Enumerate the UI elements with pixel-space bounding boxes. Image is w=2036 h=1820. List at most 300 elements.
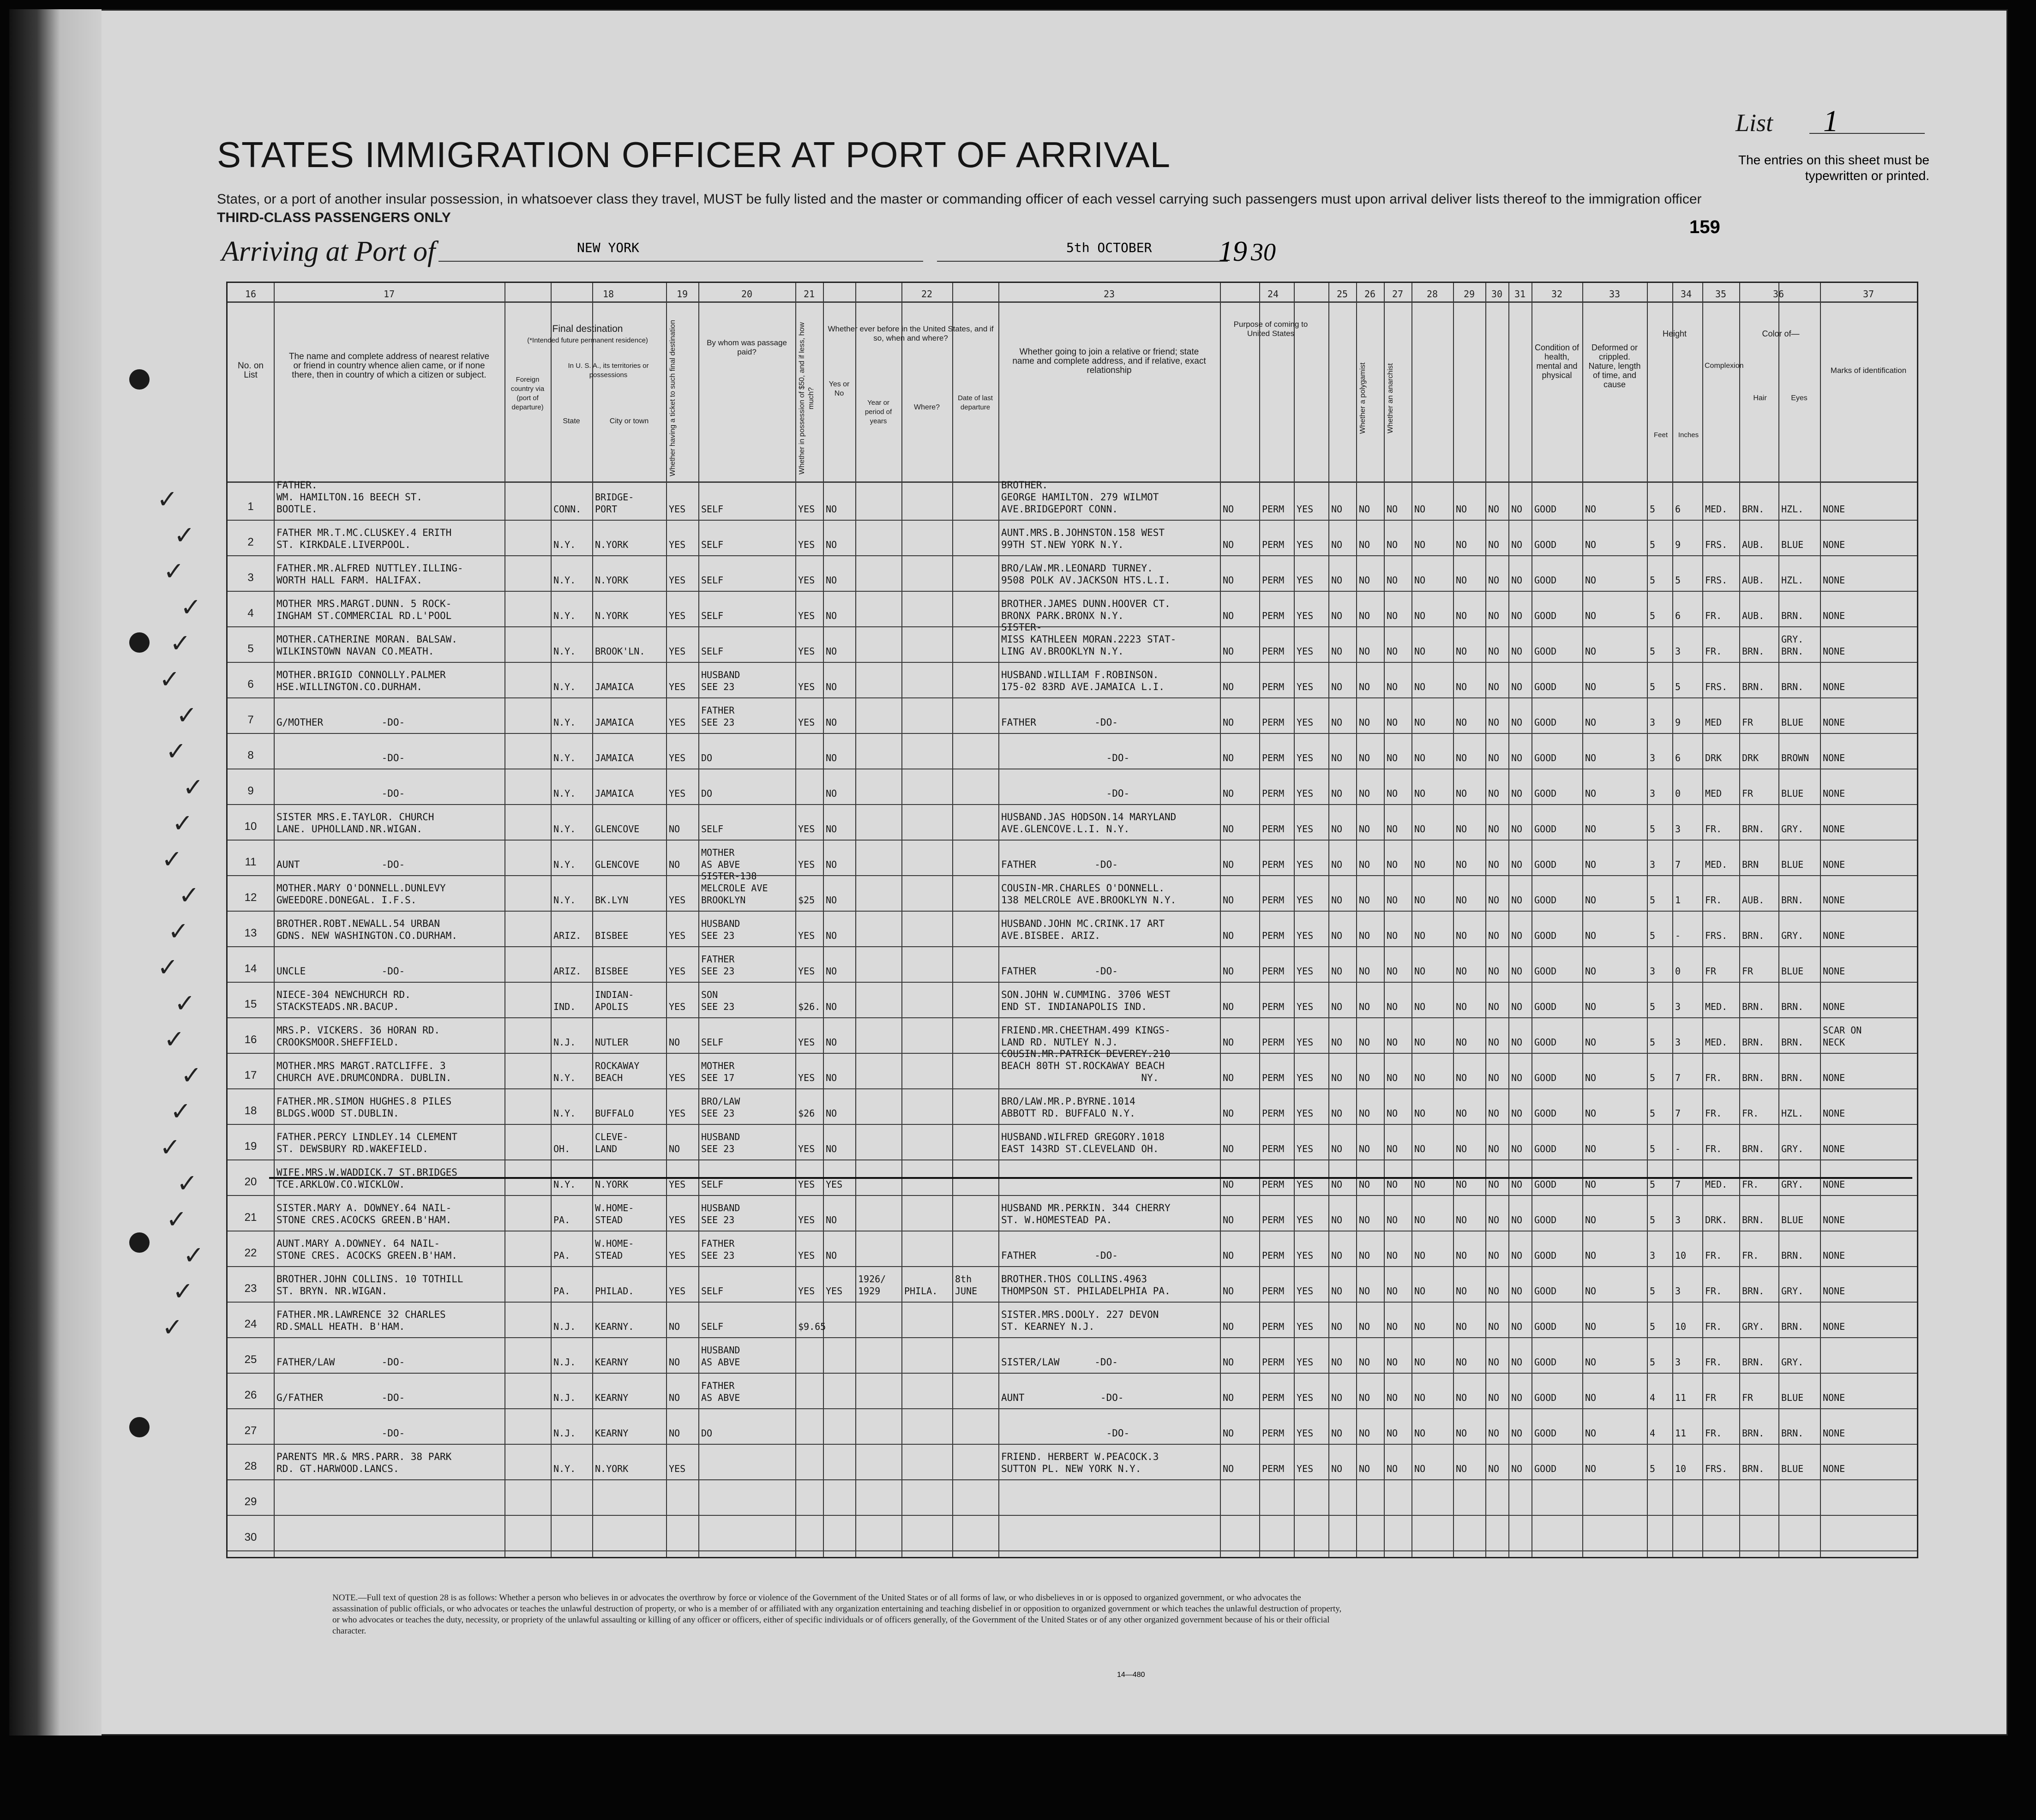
- cell-ys: YES: [1297, 1143, 1314, 1154]
- cell-def: NO: [1585, 788, 1597, 799]
- cell-rel: G/MOTHER -DO-: [276, 717, 405, 728]
- check-mark-icon: ✓: [157, 954, 179, 981]
- cell-c27: NO: [1387, 788, 1398, 799]
- cell-eyes: BRN.: [1781, 610, 1804, 621]
- cell-hlth: GOOD: [1534, 610, 1557, 621]
- column-header: Inches: [1678, 431, 1699, 439]
- cell-c29: NO: [1456, 859, 1467, 870]
- cell-hlth: GOOD: [1534, 859, 1557, 870]
- cell-c27: NO: [1387, 930, 1398, 941]
- cell-bef: NO: [826, 823, 837, 835]
- column-number: 31: [1514, 288, 1526, 300]
- cell-ft: 5: [1650, 1143, 1656, 1154]
- cell-p: NO: [1223, 1143, 1234, 1154]
- cell-hlth: GOOD: [1534, 1179, 1557, 1190]
- cell-rel: FATHER. WM. HAMILTON.16 BEECH ST. BOOTLE.: [276, 480, 423, 515]
- cell-cx: FR.: [1705, 646, 1722, 657]
- cell-city: N.YORK: [595, 610, 629, 621]
- cell-c31: NO: [1511, 1392, 1523, 1403]
- cell-hair: FR: [1742, 717, 1754, 728]
- cell-p: NO: [1223, 1108, 1234, 1119]
- cell-perm: PERM: [1262, 610, 1285, 621]
- cell-in: 9: [1675, 717, 1681, 728]
- row-number: 27: [244, 1424, 257, 1437]
- cell-ft: 5: [1650, 681, 1656, 692]
- cell-rel: BROTHER.ROBT.NEWALL.54 URBAN GDNS. NEW WASHINGTON.CO.DURHAM.: [276, 918, 457, 941]
- column-header: Year or period of years: [865, 399, 892, 425]
- column-rule: [1411, 283, 1412, 1557]
- cell-rel: NIECE-304 NEWCHURCH RD. STACKSTEADS.NR.BACUP.: [276, 989, 411, 1012]
- cell-mk: NONE: [1823, 823, 1845, 835]
- cell-join: FATHER -DO-: [1001, 1250, 1118, 1261]
- cell-paid: SON SEE 23: [701, 989, 735, 1012]
- cell-in: 10: [1675, 1463, 1687, 1474]
- cell-m50: YES: [798, 504, 815, 515]
- column-header: Height: [1662, 329, 1687, 338]
- cell-hair: BRN.: [1742, 823, 1765, 835]
- cell-paid: SELF: [701, 610, 724, 621]
- cell-st: N.Y.: [553, 1072, 576, 1083]
- cell-ys: YES: [1297, 610, 1314, 621]
- column-number: 19: [676, 288, 688, 300]
- cell-perm: PERM: [1262, 930, 1285, 941]
- cell-eyes: BLUE: [1781, 717, 1804, 728]
- cell-paid: SELF: [701, 1179, 724, 1190]
- cell-c29: NO: [1456, 1285, 1467, 1297]
- cell-c26: NO: [1359, 1143, 1370, 1154]
- cell-st: N.J.: [553, 1392, 576, 1403]
- cell-perm: PERM: [1262, 1321, 1285, 1332]
- cell-in: 3: [1675, 1214, 1681, 1225]
- cell-c27: NO: [1387, 1214, 1398, 1225]
- cell-perm: PERM: [1262, 1250, 1285, 1261]
- row-number: 15: [244, 998, 257, 1010]
- cell-cx: MED: [1705, 717, 1722, 728]
- cell-m50: YES: [798, 1285, 815, 1297]
- row-number: 26: [244, 1389, 257, 1401]
- cell-c29: NO: [1456, 788, 1467, 799]
- cell-c26: NO: [1359, 895, 1370, 906]
- cell-mk: NONE: [1823, 646, 1845, 657]
- row-rule: [228, 1373, 1917, 1374]
- cell-join: HUSBAND.JOHN MC.CRINK.17 ART AVE.BISBEE. ARIZ.: [1001, 918, 1165, 941]
- cell-c26: NO: [1359, 681, 1370, 692]
- cell-rel: SISTER.MARY A. DOWNEY.64 NAIL- STONE CRES.ACOCKS GREEN.B'HAM.: [276, 1202, 452, 1225]
- cell-c30: NO: [1488, 1285, 1500, 1297]
- cell-tkt: YES: [669, 646, 686, 657]
- cell-c30: NO: [1488, 823, 1500, 835]
- cell-rel: MOTHER.CATHERINE MORAN. BALSAW. WILKINSTOWN NAVAN CO.MEATH.: [276, 634, 457, 657]
- class-label: THIRD-CLASS PASSENGERS ONLY: [217, 210, 451, 225]
- column-rule: [1259, 283, 1260, 1557]
- cell-join: SON.JOHN W.CUMMING. 3706 WEST END ST. INDIANAPOLIS IND.: [1001, 989, 1171, 1012]
- cell-c31: NO: [1511, 823, 1523, 835]
- cell-cx: MED.: [1705, 859, 1728, 870]
- cell-bef: YES: [826, 1179, 843, 1190]
- cell-rel: FATHER.MR.LAWRENCE 32 CHARLES RD.SMALL HEATH. B'HAM.: [276, 1309, 446, 1332]
- cell-cx: MED.: [1705, 1179, 1728, 1190]
- cell-tkt: YES: [669, 788, 686, 799]
- cell-hlth: GOOD: [1534, 1143, 1557, 1154]
- cell-c26: NO: [1359, 752, 1370, 763]
- cell-ft: 5: [1650, 504, 1656, 515]
- row-number: 2: [247, 536, 254, 548]
- cell-paid: DO: [701, 1428, 713, 1439]
- cell-ft: 3: [1650, 717, 1656, 728]
- cell-mk: NONE: [1823, 504, 1845, 515]
- cell-c31: NO: [1511, 1285, 1523, 1297]
- cell-ft: 5: [1650, 930, 1656, 941]
- cell-hair: BRN.: [1742, 504, 1765, 515]
- check-mark-icon: ✓: [170, 1098, 192, 1125]
- cell-tkt: YES: [669, 610, 686, 621]
- column-number: 27: [1392, 288, 1404, 300]
- cell-m50: YES: [798, 610, 815, 621]
- cell-cx: DRK: [1705, 752, 1722, 763]
- cell-p: NO: [1223, 646, 1234, 657]
- cell-cx: FRS.: [1705, 1463, 1728, 1474]
- cell-ft: 5: [1650, 646, 1656, 657]
- cell-rel: MOTHER.MARY O'DONNELL.DUNLEVY GWEEDORE.DONEGAL. I.F.S.: [276, 883, 446, 906]
- typewritten-note: The entries on this sheet must be typewritten or printed.: [1738, 153, 1929, 183]
- cell-join: -DO-: [1001, 752, 1130, 763]
- cell-paid: SELF: [701, 1321, 724, 1332]
- cell-hair: BRN.: [1742, 1001, 1765, 1012]
- column-rule: [1820, 283, 1821, 1557]
- cell-hlth: GOOD: [1534, 1357, 1557, 1368]
- cell-ys: YES: [1297, 1214, 1314, 1225]
- row-rule: [228, 1515, 1917, 1516]
- cell-st: N.Y.: [553, 717, 576, 728]
- cell-perm: PERM: [1262, 823, 1285, 835]
- cell-hair: BRN.: [1742, 1463, 1765, 1474]
- column-header: The name and complete address of nearest relative or friend in country whence alien came, or if none there, then in country of which a citizen or subject.: [288, 352, 490, 380]
- cell-st: PA.: [553, 1214, 571, 1225]
- cell-c25: NO: [1331, 1250, 1343, 1261]
- cell-paid: FATHER SEE 23: [701, 705, 735, 728]
- cell-hlth: GOOD: [1534, 752, 1557, 763]
- cell-rel: BROTHER.JOHN COLLINS. 10 TOTHILL ST. BRYN. NR.WIGAN.: [276, 1273, 463, 1297]
- cell-in: -: [1675, 930, 1681, 941]
- cell-c28: NO: [1414, 681, 1426, 692]
- column-rule: [795, 283, 796, 1557]
- year-suffix: 30: [1251, 238, 1276, 266]
- cell-c25: NO: [1331, 646, 1343, 657]
- cell-tkt: YES: [669, 1463, 686, 1474]
- cell-bef: NO: [826, 966, 837, 977]
- cell-st: N.Y.: [553, 575, 576, 586]
- column-rule: [823, 283, 824, 1557]
- cell-m50: YES: [798, 1250, 815, 1261]
- cell-ft: 5: [1650, 1285, 1656, 1297]
- cell-tkt: YES: [669, 575, 686, 586]
- cell-c25: NO: [1331, 539, 1343, 550]
- cell-mk: NONE: [1823, 1143, 1845, 1154]
- cell-join: BROTHER. GEORGE HAMILTON. 279 WILMOT AVE.BRIDGEPORT CONN.: [1001, 480, 1159, 515]
- cell-c30: NO: [1488, 966, 1500, 977]
- cell-c26: NO: [1359, 1392, 1370, 1403]
- binding-strip: [9, 9, 102, 1736]
- column-rule: [1508, 283, 1509, 1557]
- cell-def: NO: [1585, 1463, 1597, 1474]
- row-number: 6: [247, 678, 254, 691]
- cell-c29: NO: [1456, 1250, 1467, 1261]
- cell-in: 5: [1675, 681, 1681, 692]
- cell-hlth: GOOD: [1534, 1392, 1557, 1403]
- cell-st: N.Y.: [553, 895, 576, 906]
- cell-ft: 5: [1650, 823, 1656, 835]
- cell-p: NO: [1223, 717, 1234, 728]
- cell-city: GLENCOVE: [595, 823, 640, 835]
- cell-c25: NO: [1331, 966, 1343, 977]
- cell-city: JAMAICA: [595, 681, 634, 692]
- column-number: 20: [741, 288, 753, 300]
- cell-perm: PERM: [1262, 575, 1285, 586]
- cell-def: NO: [1585, 1143, 1597, 1154]
- column-number: 17: [383, 288, 395, 300]
- cell-c26: NO: [1359, 1285, 1370, 1297]
- cell-c25: NO: [1331, 1321, 1343, 1332]
- cell-bef: NO: [826, 1250, 837, 1261]
- cell-c28: NO: [1414, 859, 1426, 870]
- cell-tkt: YES: [669, 1179, 686, 1190]
- form-number: 14—480: [1117, 1671, 1145, 1679]
- cell-ys: YES: [1297, 930, 1314, 941]
- cell-m50: YES: [798, 575, 815, 586]
- column-rule: [504, 283, 505, 1557]
- cell-c27: NO: [1387, 575, 1398, 586]
- cell-c28: NO: [1414, 1001, 1426, 1012]
- cell-ys: YES: [1297, 1357, 1314, 1368]
- cell-ys: YES: [1297, 1001, 1314, 1012]
- cell-c25: NO: [1331, 610, 1343, 621]
- date-value: 5th OCTOBER: [1066, 240, 1152, 255]
- cell-perm: PERM: [1262, 717, 1285, 728]
- cell-hair: GRY.: [1742, 1321, 1765, 1332]
- cell-city: W.HOME- STEAD: [595, 1238, 634, 1261]
- cell-in: 1: [1675, 895, 1681, 906]
- cell-p: NO: [1223, 752, 1234, 763]
- column-header: In U. S. A., its territories or possessions: [568, 362, 649, 379]
- row-rule: [228, 911, 1917, 912]
- cell-c27: NO: [1387, 1001, 1398, 1012]
- cell-c29: NO: [1456, 1214, 1467, 1225]
- cell-hlth: GOOD: [1534, 788, 1557, 799]
- cell-perm: PERM: [1262, 895, 1285, 906]
- cell-perm: PERM: [1262, 539, 1285, 550]
- binder-hole: [129, 1417, 150, 1437]
- cell-eyes: GRY.: [1781, 1285, 1804, 1297]
- cell-c28: NO: [1414, 752, 1426, 763]
- cell-def: NO: [1585, 717, 1597, 728]
- cell-eyes: BRN.: [1781, 1321, 1804, 1332]
- cell-c25: NO: [1331, 1108, 1343, 1119]
- check-mark-icon: ✓: [180, 594, 202, 621]
- cell-city: BUFFALO: [595, 1108, 634, 1119]
- cell-c29: NO: [1456, 1428, 1467, 1439]
- column-header: Eyes: [1791, 394, 1808, 402]
- cell-where: PHILA.: [904, 1285, 938, 1297]
- column-number: 30: [1491, 288, 1503, 300]
- cell-c31: NO: [1511, 681, 1523, 692]
- column-header: No. on List: [238, 361, 264, 380]
- cell-c27: NO: [1387, 1179, 1398, 1190]
- cell-bef: NO: [826, 504, 837, 515]
- cell-p: NO: [1223, 1072, 1234, 1083]
- column-header: Feet: [1653, 431, 1668, 439]
- cell-st: PA.: [553, 1250, 571, 1261]
- cell-hair: BRN.: [1742, 1037, 1765, 1048]
- cell-city: GLENCOVE: [595, 859, 640, 870]
- cell-hair: BRN.: [1742, 1285, 1765, 1297]
- cell-rel: -DO-: [276, 752, 405, 763]
- cell-ft: 3: [1650, 752, 1656, 763]
- column-rule: [274, 283, 275, 1557]
- cell-def: NO: [1585, 895, 1597, 906]
- cell-hlth: GOOD: [1534, 1072, 1557, 1083]
- cell-m50: YES: [798, 823, 815, 835]
- cell-c31: NO: [1511, 1072, 1523, 1083]
- cell-m50: YES: [798, 1214, 815, 1225]
- cell-cx: DRK.: [1705, 1214, 1728, 1225]
- cell-in: 7: [1675, 1072, 1681, 1083]
- row-number: 29: [244, 1496, 257, 1508]
- cell-rel: SISTER MRS.E.TAYLOR. CHURCH LANE. UPHOLLAND.NR.WIGAN.: [276, 811, 434, 835]
- cell-def: NO: [1585, 752, 1597, 763]
- cell-bef: NO: [826, 575, 837, 586]
- row-number: 24: [244, 1318, 257, 1330]
- cell-ys: YES: [1297, 788, 1314, 799]
- cell-tkt: YES: [669, 1214, 686, 1225]
- cell-mk: NONE: [1823, 1108, 1845, 1119]
- column-rule: [1739, 283, 1740, 1557]
- check-mark-icon: ✓: [162, 846, 183, 873]
- cell-join: SISTER.MRS.DOOLY. 227 DEVON ST. KEARNEY N.J.: [1001, 1309, 1159, 1332]
- cell-hlth: GOOD: [1534, 1108, 1557, 1119]
- cell-c31: NO: [1511, 1214, 1523, 1225]
- cell-hair: BRN.: [1742, 1357, 1765, 1368]
- cell-c25: NO: [1331, 681, 1343, 692]
- cell-c26: NO: [1359, 504, 1370, 515]
- cell-c31: NO: [1511, 752, 1523, 763]
- check-mark-icon: ✓: [174, 990, 196, 1017]
- cell-join: FRIEND.MR.CHEETHAM.499 KINGS- LAND RD. NUTLEY N.J.: [1001, 1025, 1171, 1048]
- cell-in: 10: [1675, 1321, 1687, 1332]
- cell-city: PHILAD.: [595, 1285, 634, 1297]
- check-mark-icon: ✓: [183, 1242, 204, 1269]
- cell-c25: NO: [1331, 1214, 1343, 1225]
- cell-bef: NO: [826, 610, 837, 621]
- check-mark-icon: ✓: [164, 1026, 185, 1053]
- cell-c30: NO: [1488, 504, 1500, 515]
- cell-c29: NO: [1456, 717, 1467, 728]
- column-header: Whether a polygamist: [1359, 362, 1367, 434]
- cell-ft: 4: [1650, 1428, 1656, 1439]
- cell-c30: NO: [1488, 752, 1500, 763]
- cell-c28: NO: [1414, 504, 1426, 515]
- cell-in: 3: [1675, 1001, 1681, 1012]
- cell-tkt: YES: [669, 539, 686, 550]
- cell-rel: AUNT.MARY A.DOWNEY. 64 NAIL- STONE CRES. ACOCKS GREEN.B'HAM.: [276, 1238, 457, 1261]
- row-number: 30: [244, 1531, 257, 1544]
- cell-ys: YES: [1297, 752, 1314, 763]
- cell-c28: NO: [1414, 823, 1426, 835]
- cell-st: PA.: [553, 1285, 571, 1297]
- column-rule: [1220, 283, 1221, 1557]
- cell-c26: NO: [1359, 646, 1370, 657]
- cell-c30: NO: [1488, 1072, 1500, 1083]
- cell-c25: NO: [1331, 1072, 1343, 1083]
- cell-hair: BRN.: [1742, 646, 1765, 657]
- column-number: 26: [1364, 288, 1376, 300]
- cell-c30: NO: [1488, 539, 1500, 550]
- cell-join: AUNT -DO-: [1001, 1392, 1124, 1403]
- cell-rel: MOTHER MRS.MARGT.DUNN. 5 ROCK- INGHAM ST.COMMERCIAL RD.L'POOL: [276, 598, 452, 621]
- cell-c30: NO: [1488, 1143, 1500, 1154]
- cell-city: BRIDGE- PORT: [595, 492, 634, 515]
- cell-c25: NO: [1331, 1037, 1343, 1048]
- cell-def: NO: [1585, 681, 1597, 692]
- cell-c30: NO: [1488, 1428, 1500, 1439]
- column-number: 21: [803, 288, 815, 300]
- cell-def: NO: [1585, 966, 1597, 977]
- cell-c28: NO: [1414, 1285, 1426, 1297]
- cell-c31: NO: [1511, 539, 1523, 550]
- cell-c30: NO: [1488, 895, 1500, 906]
- cell-m50: YES: [798, 859, 815, 870]
- cell-c31: NO: [1511, 1037, 1523, 1048]
- cell-def: NO: [1585, 1214, 1597, 1225]
- cell-c25: NO: [1331, 717, 1343, 728]
- cell-def: NO: [1585, 1250, 1597, 1261]
- cell-st: ARIZ.: [553, 966, 582, 977]
- cell-st: N.Y.: [553, 1108, 576, 1119]
- cell-ft: 5: [1650, 1108, 1656, 1119]
- port-value: NEW YORK: [577, 240, 639, 255]
- check-mark-icon: ✓: [170, 630, 191, 657]
- cell-paid: SISTER-138 MELCROLE AVE BROOKLYN: [701, 871, 768, 906]
- cell-c29: NO: [1456, 823, 1467, 835]
- cell-ft: 5: [1650, 1357, 1656, 1368]
- cell-eyes: BLUE: [1781, 1463, 1804, 1474]
- cell-rel: G/FATHER -DO-: [276, 1392, 405, 1403]
- column-rule: [998, 283, 999, 1557]
- cell-eyes: BRN.: [1781, 1037, 1804, 1048]
- cell-in: 11: [1675, 1428, 1687, 1439]
- cell-tkt: YES: [669, 895, 686, 906]
- row-rule: [228, 697, 1917, 698]
- cell-cx: FR.: [1705, 1321, 1722, 1332]
- cell-perm: PERM: [1262, 1143, 1285, 1154]
- cell-def: NO: [1585, 1285, 1597, 1297]
- cell-c30: NO: [1488, 1250, 1500, 1261]
- cell-c26: NO: [1359, 1108, 1370, 1119]
- cell-c27: NO: [1387, 1357, 1398, 1368]
- cell-paid: HUSBAND SEE 23: [701, 1131, 740, 1154]
- cell-paid: FATHER SEE 23: [701, 1238, 735, 1261]
- cell-join: FATHER -DO-: [1001, 717, 1118, 728]
- row-number: 9: [247, 785, 254, 797]
- cell-city: KEARNY: [595, 1428, 629, 1439]
- cell-def: NO: [1585, 1179, 1597, 1190]
- cell-c29: NO: [1456, 1463, 1467, 1474]
- column-header: Final destination: [552, 324, 623, 334]
- cell-c26: NO: [1359, 1072, 1370, 1083]
- cell-paid: FATHER SEE 23: [701, 954, 735, 977]
- cell-c26: NO: [1359, 1001, 1370, 1012]
- column-number: 24: [1267, 288, 1279, 300]
- cell-mk: NONE: [1823, 1250, 1845, 1261]
